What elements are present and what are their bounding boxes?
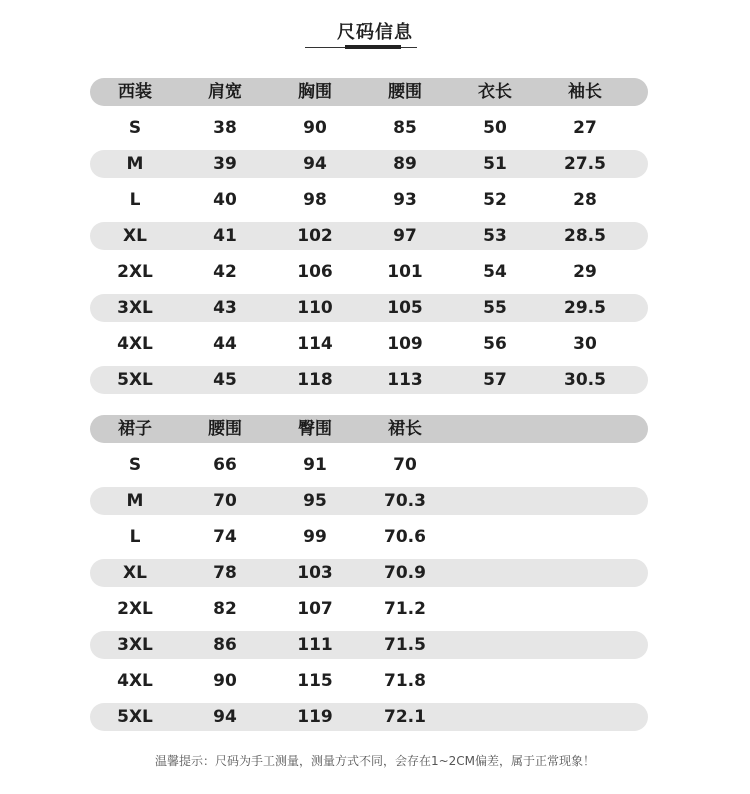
table-cell: 93 [393, 190, 417, 210]
header-cell: 臀围 [298, 419, 332, 439]
suit-size-table [90, 78, 648, 402]
table-cell: 38 [213, 118, 237, 138]
table-cell: 2XL [117, 262, 153, 282]
table-cell: 103 [297, 563, 333, 583]
header-cell: 袖长 [568, 82, 602, 102]
table-cell: 29.5 [564, 298, 606, 318]
table-cell: 30.5 [564, 370, 606, 390]
title-underline-accent [345, 45, 401, 49]
table-cell: 70.9 [384, 563, 426, 583]
table-cell: 101 [387, 262, 423, 282]
table-cell: 44 [213, 334, 237, 354]
header-cell: 腰围 [208, 419, 242, 439]
table-cell: 50 [483, 118, 507, 138]
header-cell: 衣长 [478, 82, 512, 102]
table-cell: 70.3 [384, 491, 426, 511]
table-cell: 109 [387, 334, 423, 354]
header-cell: 裙子 [118, 419, 152, 439]
table-cell: 42 [213, 262, 237, 282]
table-cell: 113 [387, 370, 423, 390]
table-cell: M [126, 154, 144, 174]
table-cell: 57 [483, 370, 507, 390]
table-cell: 4XL [117, 671, 153, 691]
table-row [90, 114, 648, 142]
table-cell: 71.5 [384, 635, 426, 655]
table-cell: 70 [213, 491, 237, 511]
table-cell: 107 [297, 599, 333, 619]
table-cell: 105 [387, 298, 423, 318]
table-cell: 97 [393, 226, 417, 246]
table-cell: 5XL [117, 370, 153, 390]
table-cell: 53 [483, 226, 507, 246]
table-cell: 29 [573, 262, 597, 282]
table-row [90, 294, 648, 322]
table-cell: 40 [213, 190, 237, 210]
table-cell: L [129, 190, 141, 210]
table-cell: 114 [297, 334, 333, 354]
table-cell: 91 [303, 455, 327, 475]
measurement-note: 温馨提示：尺码为手工测量，测量方式不同，会存在1~2CM偏差，属于正常现象！ [154, 754, 596, 768]
table-cell: 106 [297, 262, 333, 282]
table-row [90, 451, 648, 479]
table-cell: 27 [573, 118, 597, 138]
table-cell: 41 [213, 226, 237, 246]
header-cell: 胸围 [298, 82, 332, 102]
table-cell: 71.2 [384, 599, 426, 619]
table-cell: 52 [483, 190, 507, 210]
table-cell: 85 [393, 118, 417, 138]
table-row [90, 487, 648, 515]
table-cell: 111 [297, 635, 333, 655]
table-cell: 72.1 [384, 707, 426, 727]
table-cell: M [126, 491, 144, 511]
table-cell: 45 [213, 370, 237, 390]
table-cell: 28.5 [564, 226, 606, 246]
table-cell: 94 [213, 707, 237, 727]
table-header-row [90, 78, 648, 106]
table-cell: 5XL [117, 707, 153, 727]
table-cell: 118 [297, 370, 333, 390]
table-row [90, 258, 648, 286]
table-cell: 99 [303, 527, 327, 547]
table-cell: 70.6 [384, 527, 426, 547]
header-cell: 肩宽 [208, 82, 242, 102]
page-title: 尺码信息 [337, 22, 413, 43]
table-cell: 3XL [117, 635, 153, 655]
table-cell: 95 [303, 491, 327, 511]
table-cell: 4XL [117, 334, 153, 354]
table-cell: 43 [213, 298, 237, 318]
table-cell: S [128, 118, 142, 138]
table-cell: XL [123, 563, 147, 583]
table-cell: 55 [483, 298, 507, 318]
table-cell: 74 [213, 527, 237, 547]
table-cell: S [128, 455, 142, 475]
header-cell: 裙长 [388, 419, 422, 439]
skirt-size-table [90, 415, 648, 739]
table-cell: 56 [483, 334, 507, 354]
header-cell: 西装 [118, 82, 152, 102]
table-cell: 71.8 [384, 671, 426, 691]
table-row [90, 330, 648, 358]
table-cell: 2XL [117, 599, 153, 619]
table-cell: 115 [297, 671, 333, 691]
table-cell: 70 [393, 455, 417, 475]
table-cell: 102 [297, 226, 333, 246]
table-row [90, 150, 648, 178]
table-cell: 89 [393, 154, 417, 174]
table-cell: 90 [303, 118, 327, 138]
table-cell: 54 [483, 262, 507, 282]
table-row [90, 366, 648, 394]
table-cell: 86 [213, 635, 237, 655]
table-row [90, 523, 648, 551]
table-cell: 119 [297, 707, 333, 727]
table-cell: 110 [297, 298, 333, 318]
table-cell: 82 [213, 599, 237, 619]
table-cell: 27.5 [564, 154, 606, 174]
table-cell: XL [123, 226, 147, 246]
table-cell: 28 [573, 190, 597, 210]
table-row [90, 595, 648, 623]
table-row [90, 703, 648, 731]
header-cell: 腰围 [388, 82, 422, 102]
table-row [90, 667, 648, 695]
table-row [90, 222, 648, 250]
table-header-row [90, 415, 648, 443]
table-cell: 30 [573, 334, 597, 354]
table-row [90, 559, 648, 587]
table-cell: 94 [303, 154, 327, 174]
table-row [90, 186, 648, 214]
table-cell: 3XL [117, 298, 153, 318]
table-row [90, 631, 648, 659]
table-cell: 66 [213, 455, 237, 475]
table-cell: 39 [213, 154, 237, 174]
table-cell: 90 [213, 671, 237, 691]
table-cell: 78 [213, 563, 237, 583]
table-cell: 98 [303, 190, 327, 210]
table-cell: 51 [483, 154, 507, 174]
table-cell: L [129, 527, 141, 547]
